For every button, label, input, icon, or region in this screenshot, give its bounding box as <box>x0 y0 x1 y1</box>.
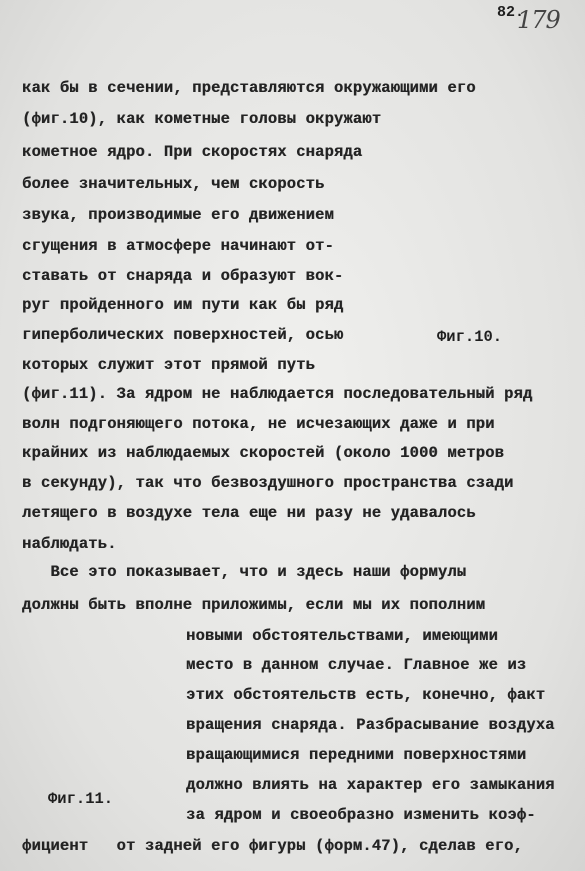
text-line-26: фициент от задней его фигуры (форм.47), сделав его, <box>22 837 523 855</box>
text-line-8: руг пройденного им пути как бы ряд <box>22 296 344 314</box>
text-line-19: новыми обстоятельствами, имеющими <box>186 627 498 645</box>
typed-page-number: 82. <box>497 4 525 21</box>
text-line-12: волн подгоняющего потока, не исчезающих даже и при <box>22 415 495 433</box>
text-line-24: должно влиять на характер его замыкания <box>186 776 555 794</box>
text-line-6: сгущения в атмосфере начинают от- <box>22 237 334 255</box>
handwritten-page-number: 179 <box>517 6 560 34</box>
text-line-20: место в данном случае. Главное же из <box>186 656 527 674</box>
text-line-14: в секунду), так что безвоздушного пространства сзади <box>22 474 514 492</box>
text-line-7: ставать от снаряда и образуют вок- <box>22 267 344 285</box>
text-line-1: как бы в сечении, представляются окружающими его <box>22 79 476 97</box>
figure-11-label: Фиг.11. <box>48 790 114 808</box>
text-line-9: гиперболических поверхностей, осью <box>22 326 344 344</box>
text-line-13: крайних из наблюдаемых скоростей (около 1000 метров <box>22 444 505 462</box>
figure-10-label: Фиг.10. <box>437 328 503 346</box>
text-line-2: (фиг.10), как кометные головы окружают <box>22 110 382 128</box>
text-line-21: этих обстоятельств есть, конечно, факт <box>186 686 546 704</box>
text-line-11: (фиг.11). За ядром не наблюдается последовательный ряд <box>22 385 533 403</box>
text-line-4: более значительных, чем скорость <box>22 175 325 193</box>
text-line-15: летящего в воздухе тела еще ни разу не удавалось <box>22 504 476 522</box>
text-line-23: вращающимися передними поверхностями <box>186 746 527 764</box>
text-line-5: звука, производимые его движением <box>22 206 334 224</box>
text-line-18: должны быть вполне приложимы, если мы их пополним <box>22 596 486 614</box>
text-line-3: кометное ядро. При скоростях снаряда <box>22 143 363 161</box>
text-line-10: которых служит этот прямой путь <box>22 356 315 374</box>
text-line-22: вращения снаряда. Разбрасывание воздуха <box>186 716 555 734</box>
text-line-25: за ядром и своеобразно изменить коэф- <box>186 806 536 824</box>
text-line-17: Все это показывает, что и здесь наши формулы <box>22 563 467 581</box>
text-line-16: наблюдать. <box>22 535 117 553</box>
